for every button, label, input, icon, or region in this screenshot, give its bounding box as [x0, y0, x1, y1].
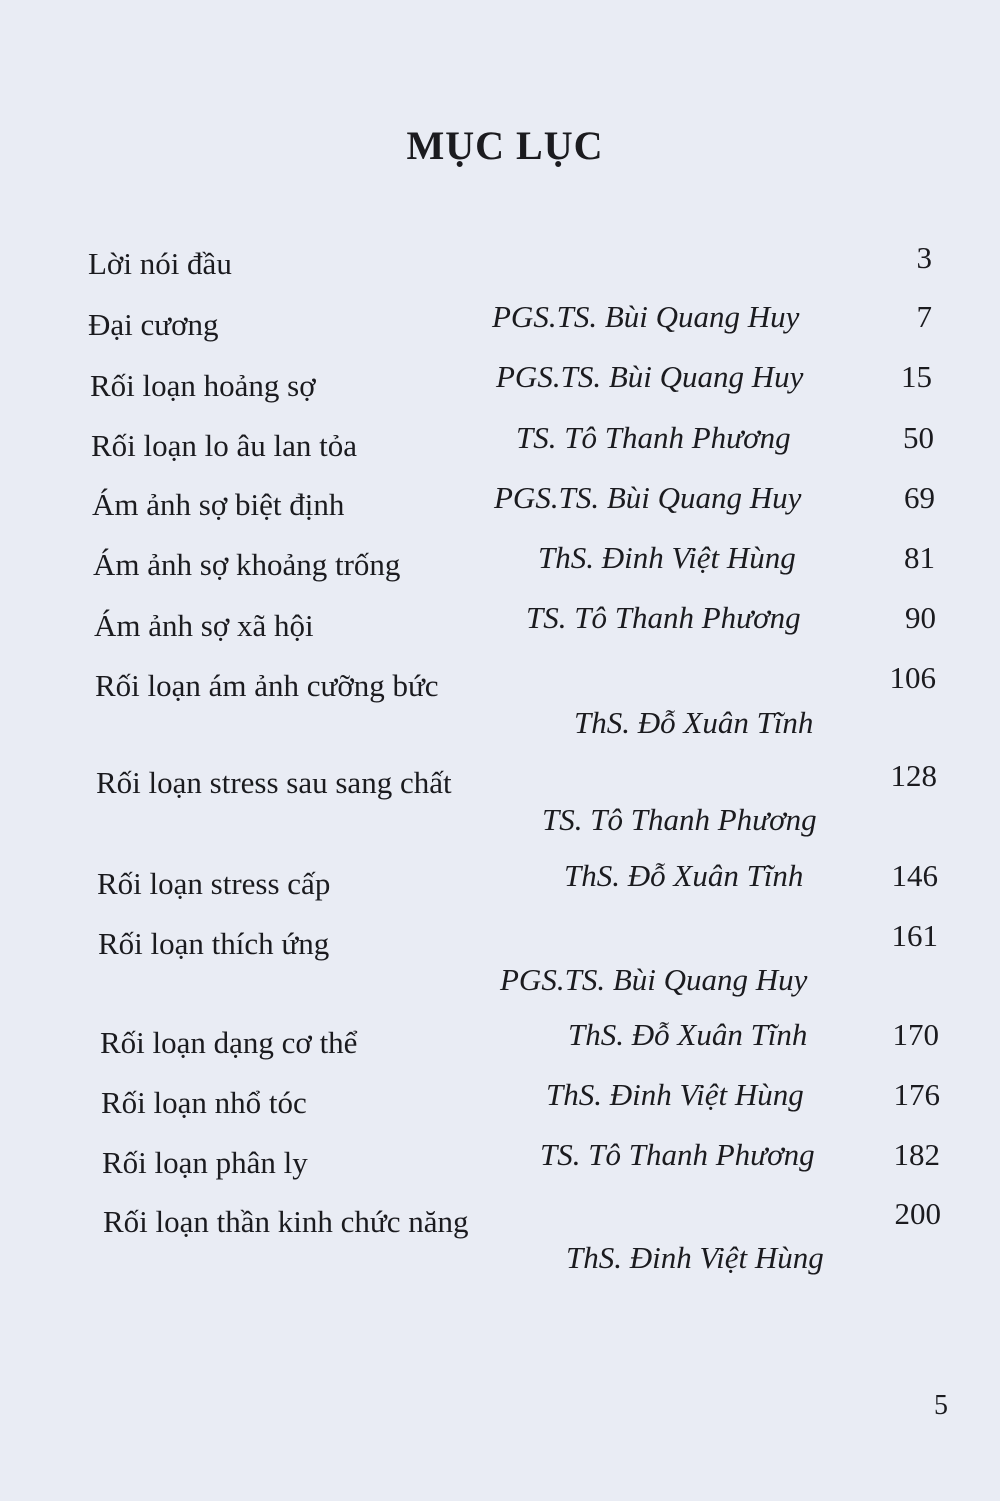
- toc-entry-page: 15: [901, 359, 932, 394]
- toc-entry-title: Rối loạn hoảng sợ: [90, 368, 316, 403]
- toc-entry-page: 146: [891, 858, 938, 893]
- toc-entry-page: 7: [916, 299, 932, 334]
- toc-entry-title: Ám ảnh sợ xã hội: [94, 608, 314, 643]
- toc-entry-author: ThS. Đỗ Xuân Tĩnh: [574, 705, 814, 740]
- toc-entry-page: 3: [916, 240, 932, 275]
- toc-entry-title: Rối loạn stress sau sang chất: [96, 765, 452, 800]
- toc-entry-page: 81: [904, 540, 935, 575]
- toc-entry-title: Rối loạn lo âu lan tỏa: [91, 428, 358, 463]
- page-number: 5: [934, 1390, 948, 1421]
- toc-entry-title: Rối loạn thích ứng: [98, 926, 330, 961]
- toc-entry-title: Rối loạn phân ly: [102, 1145, 308, 1180]
- toc-entry-title: Ám ảnh sợ khoảng trống: [93, 547, 401, 582]
- toc-entry-page: 90: [905, 600, 936, 635]
- toc-entry-author: ThS. Đỗ Xuân Tĩnh: [564, 858, 804, 893]
- toc-entry-author: PGS.TS. Bùi Quang Huy: [494, 480, 802, 515]
- toc-entry-page: 128: [890, 758, 937, 793]
- toc-entry-page: 50: [903, 420, 934, 455]
- toc-entry-page: 176: [893, 1077, 940, 1112]
- toc-entry-author: PGS.TS. Bùi Quang Huy: [496, 359, 804, 394]
- toc-entry-page: 200: [894, 1196, 941, 1231]
- page-title: MỤC LỤC: [406, 123, 604, 168]
- toc-entry-author: TS. Tô Thanh Phương: [526, 600, 801, 635]
- toc-entry-page: 182: [893, 1137, 940, 1172]
- toc-entry-title: Ám ảnh sợ biệt định: [92, 487, 345, 522]
- toc-entry-title: Đại cương: [88, 307, 219, 342]
- toc-entry-page: 106: [889, 660, 936, 695]
- toc-entry-title: Rối loạn dạng cơ thể: [100, 1025, 358, 1060]
- toc-entry-author: TS. Tô Thanh Phương: [542, 802, 817, 837]
- toc-entry-author: ThS. Đinh Việt Hùng: [566, 1240, 824, 1275]
- toc-entry-author: ThS. Đinh Việt Hùng: [538, 540, 796, 575]
- toc-entry-author: TS. Tô Thanh Phương: [516, 420, 791, 455]
- toc-entry-page: 69: [904, 480, 935, 515]
- toc-entry-page: 170: [892, 1017, 939, 1052]
- toc-entry-title: Rối loạn stress cấp: [97, 866, 331, 901]
- toc-entry-title: Rối loạn nhổ tóc: [101, 1085, 307, 1120]
- toc-entry-author: ThS. Đinh Việt Hùng: [546, 1077, 804, 1112]
- toc-entry-title: Rối loạn thần kinh chức năng: [103, 1204, 469, 1239]
- toc-entry-author: TS. Tô Thanh Phương: [540, 1137, 815, 1172]
- toc-entry-author: PGS.TS. Bùi Quang Huy: [500, 962, 808, 997]
- toc-entry-page: 161: [891, 918, 938, 953]
- toc-entry-author: ThS. Đỗ Xuân Tĩnh: [568, 1017, 808, 1052]
- toc-entry-title: Rối loạn ám ảnh cưỡng bức: [95, 668, 439, 703]
- toc-entry-title: Lời nói đầu: [88, 246, 232, 281]
- toc-entry-author: PGS.TS. Bùi Quang Huy: [492, 299, 800, 334]
